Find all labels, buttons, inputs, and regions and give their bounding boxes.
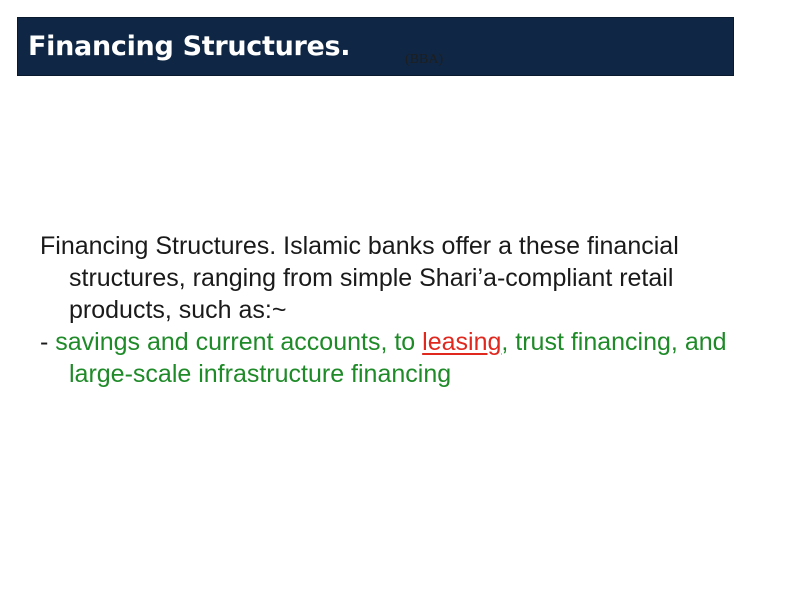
- list-text-part2: , trust financing, and large-scale infrastructure financing: [69, 328, 727, 388]
- list-text-part1: savings and current accounts, to: [55, 328, 423, 356]
- leasing-highlight: leasing: [422, 328, 502, 356]
- list-paragraph: [40, 326, 760, 390]
- slide-title: Financing Structures.: [28, 31, 351, 62]
- list-bullet: -: [40, 328, 56, 356]
- course-tag: (BBA): [405, 52, 444, 67]
- slide-body: [40, 230, 760, 390]
- slide-title-bar: [17, 17, 734, 76]
- intro-paragraph: Financing Structures. Islamic banks offer a these financial structures, ranging from simple Shari’a-compliant retail products, such as:~: [40, 232, 679, 324]
